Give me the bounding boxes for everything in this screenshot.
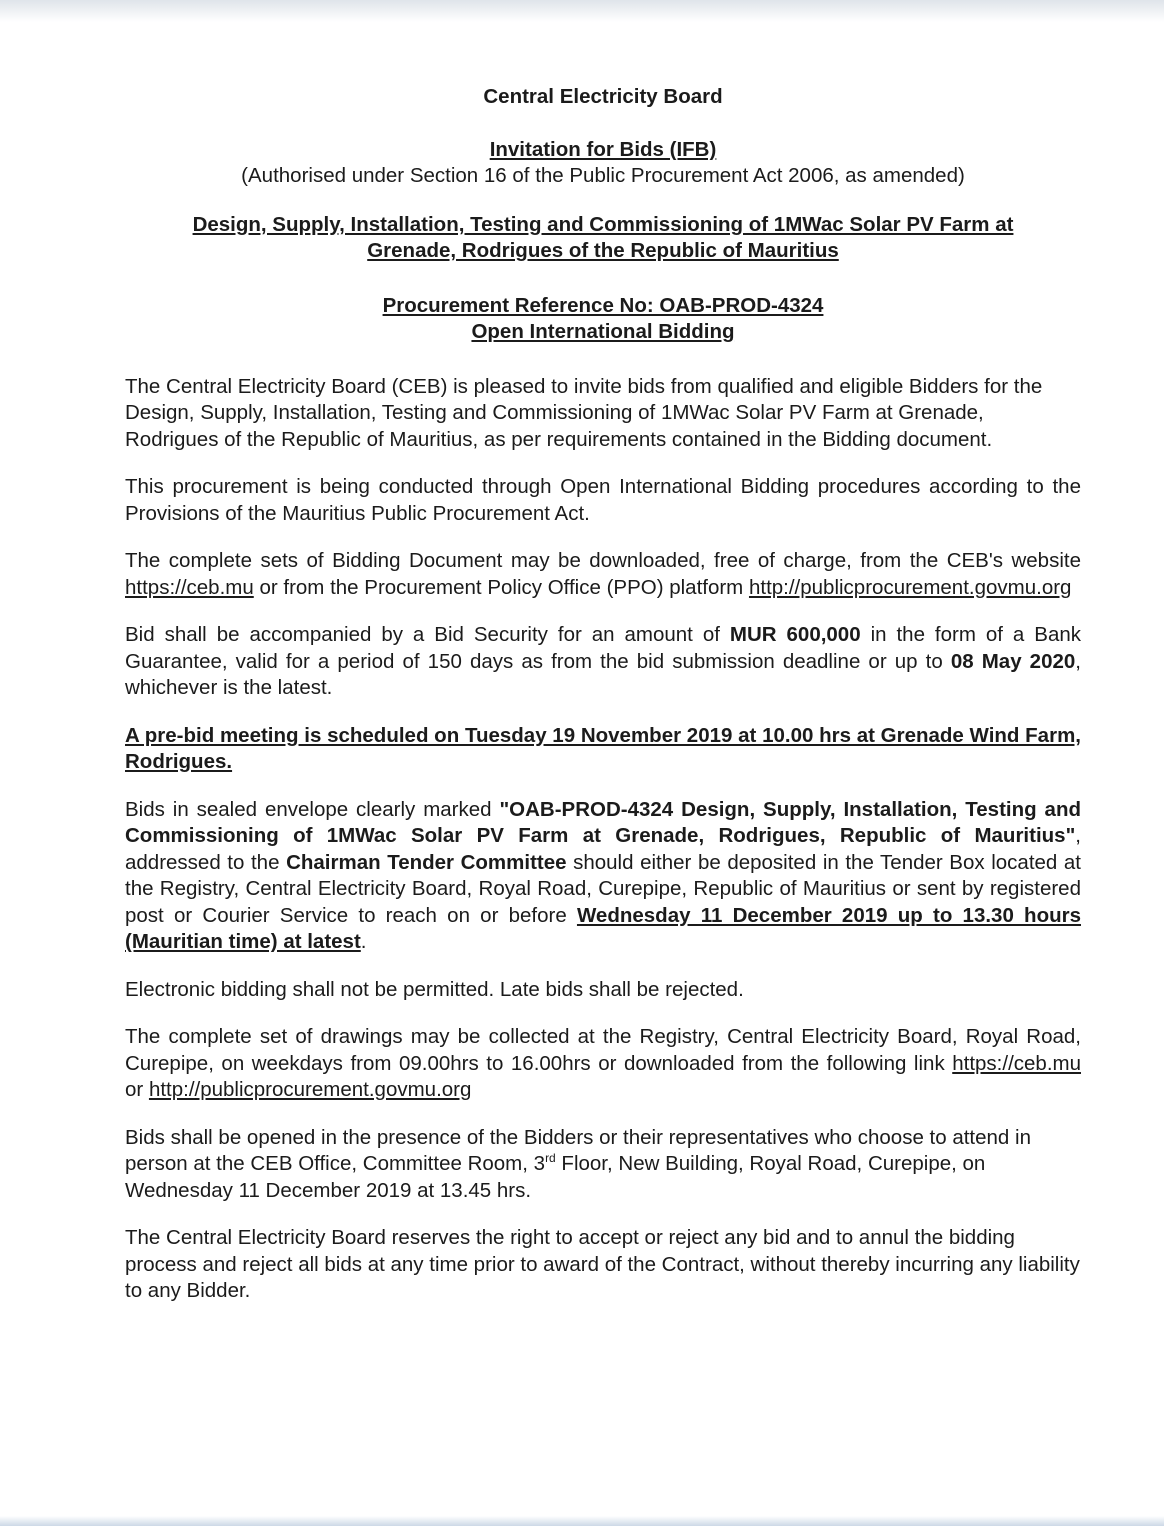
- paragraph-submission: [125, 797, 1081, 956]
- security-text-c: , whichever is the latest.: [125, 649, 1081, 699]
- scan-top-edge: [0, 0, 1164, 22]
- drawings-or: or: [125, 1078, 149, 1101]
- download-text: The complete sets of Bidding Document may be downloaded, free of charge, from the CEB's website: [125, 549, 1081, 572]
- procurement-reference: [125, 293, 1081, 346]
- download-text-mid: or from the Procurement Policy Office (PPO) platform: [253, 575, 749, 599]
- project-title-line2: Grenade, Rodrigues of the Republic of Mauritius: [367, 239, 839, 262]
- submission-text-b: , addressed to the: [125, 824, 1081, 874]
- chairman-tender-committee: Chairman Tender Committee: [286, 850, 567, 874]
- ppo-link[interactable]: http://publicprocurement.govmu.org: [748, 575, 1072, 599]
- organization-title: Central Electricity Board: [483, 85, 723, 108]
- scan-bottom-edge: [0, 1516, 1164, 1526]
- submission-deadline: Wednesday 11 December 2019 up to 13.30 hours (Mauritian time) at latest: [125, 903, 1081, 953]
- floor-suffix: rd: [545, 1151, 556, 1166]
- paragraph-procedure: This procurement is being conducted through Open International Bidding procedures according to the Provisions of the Mauritius Public Procurement Act.: [125, 475, 1081, 525]
- drawings-ppo-link[interactable]: http://publicprocurement.govmu.org: [148, 1078, 472, 1101]
- paragraph-download: [125, 548, 1081, 601]
- paragraph-electronic-bidding: Electronic bidding shall not be permitted. Late bids shall be rejected.: [125, 977, 744, 1001]
- bidding-type: Open International Bidding: [471, 320, 735, 343]
- paragraph-drawings: [125, 1024, 1081, 1104]
- opening-text-a: Bids shall be opened in the presence of the Bidders or their representatives who choose to attend in person at the CEB Office, Committee Room, 3: [125, 1125, 1031, 1175]
- authorisation-line: (Authorised under Section 16 of the Public Procurement Act 2006, as amended): [241, 164, 965, 187]
- opening-text-b: Floor, New Building, Royal Road, Curepipe, on Wednesday 11 December 2019 at 13.45 hrs.: [125, 1152, 986, 1202]
- submission-text-a: Bids in sealed envelope clearly marked: [125, 797, 500, 821]
- security-date: 08 May 2020: [950, 649, 1076, 673]
- drawings-ceb-link[interactable]: https://ceb.mu: [952, 1051, 1081, 1075]
- paragraph-bid-security: [125, 622, 1081, 702]
- project-title-line1: Design, Supply, Installation, Testing and Commissioning of 1MWac Solar PV Farm at: [192, 212, 1014, 236]
- document-page: [125, 84, 1081, 1326]
- paragraph-reservation: The Central Electricity Board reserves the right to accept or reject any bid and to annul the bidding process and reject all bids at any time prior to award of the Contract, without thereby incurring any liability to any Bidder.: [125, 1226, 1080, 1302]
- submission-end: .: [360, 930, 367, 953]
- ceb-link[interactable]: https://ceb.mu: [125, 575, 254, 599]
- submission-text-c: should either be deposited in the Tender Box located at the Registry, Central Electricity Board, Royal Road, Curepipe, Republic of Mauritius or sent by registered post or Courier Service to reach on or before: [125, 850, 1081, 927]
- reference-number: Procurement Reference No: OAB-PROD-4324: [382, 293, 824, 317]
- paragraph-bid-opening: [125, 1125, 1081, 1205]
- pre-bid-meeting-notice: A pre-bid meeting is scheduled on Tuesday 19 November 2019 at 10.00 hrs at Grenade Wind Farm, Rodrigues.: [125, 723, 1081, 773]
- envelope-marking: "OAB-PROD-4324 Design, Supply, Installation, Testing and Commissioning of 1MWac Solar PV Farm at Grenade, Rodrigues, Republic of Mauritius": [125, 797, 1081, 847]
- ifb-heading: Invitation for Bids (IFB): [489, 137, 717, 161]
- security-amount: MUR 600,000: [729, 623, 861, 646]
- security-text-b: in the form of a Bank Guarantee, valid for a period of 150 days as from the bid submission deadline or up to: [125, 623, 1082, 673]
- project-title: [125, 212, 1081, 265]
- drawings-text: The complete set of drawings may be collected at the Registry, Central Electricity Board, Royal Road, Curepipe, on weekdays from 09.00hrs to 16.00hrs or downloaded from the following link: [125, 1025, 1081, 1075]
- security-text-a: Bid shall be accompanied by a Bid Security for an amount of: [125, 623, 730, 646]
- paragraph-invitation: The Central Electricity Board (CEB) is pleased to invite bids from qualified and eligible Bidders for the Design, Supply, Installation, Testing and Commissioning of 1MWac Solar PV Farm at Grenade, Rodrigues of the Republic of Mauritius, as per requirements contained in the Bidding document.: [125, 374, 1043, 451]
